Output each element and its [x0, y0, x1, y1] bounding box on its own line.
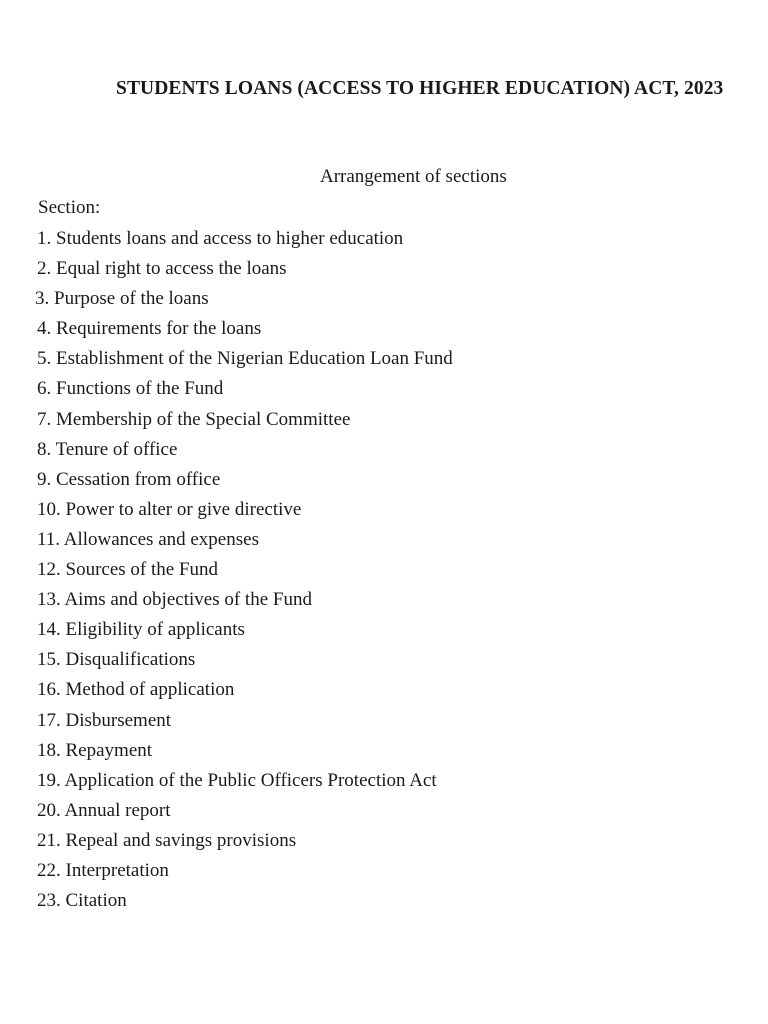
section-item-12: 12. Sources of the Fund: [37, 559, 219, 581]
act-title: STUDENTS LOANS (ACCESS TO HIGHER EDUCATION) ACT, 2023: [116, 78, 724, 99]
section-label: Section:: [38, 197, 101, 218]
section-item-9: 9. Cessation from office: [37, 468, 221, 490]
section-item-20: 20. Annual report: [37, 799, 171, 821]
section-item-22: 22. Interpretation: [37, 859, 169, 881]
section-item-4: 4. Requirements for the loans: [37, 318, 262, 340]
section-item-17: 17. Disbursement: [37, 709, 172, 731]
section-item-14: 14. Eligibility of applicants: [37, 619, 245, 641]
section-item-7: 7. Membership of the Special Committee: [37, 408, 351, 430]
section-item-16: 16. Method of application: [37, 679, 235, 701]
section-item-19: 19. Application of the Public Officers Protection Act: [37, 769, 437, 791]
section-item-11: 11. Allowances and expenses: [37, 528, 259, 550]
section-list: [37, 226, 453, 918]
section-item-10: 10. Power to alter or give directive: [37, 498, 302, 520]
section-item-15: 15. Disqualifications: [37, 649, 196, 671]
arrangement-heading: Arrangement of sections: [320, 166, 507, 187]
section-item-6: 6. Functions of the Fund: [37, 378, 224, 400]
section-item-2: 2. Equal right to access the loans: [37, 258, 287, 280]
section-item-5: 5. Establishment of the Nigerian Education Loan Fund: [37, 348, 453, 370]
section-item-23: 23. Citation: [37, 890, 127, 912]
section-item-3: 3. Purpose of the loans: [35, 288, 209, 310]
section-item-21: 21. Repeal and savings provisions: [37, 829, 297, 851]
section-item-18: 18. Repayment: [37, 739, 153, 761]
section-item-1: 1. Students loans and access to higher education: [37, 228, 404, 249]
section-item-8: 8. Tenure of office: [37, 438, 178, 460]
section-item-13: 13. Aims and objectives of the Fund: [37, 589, 312, 611]
